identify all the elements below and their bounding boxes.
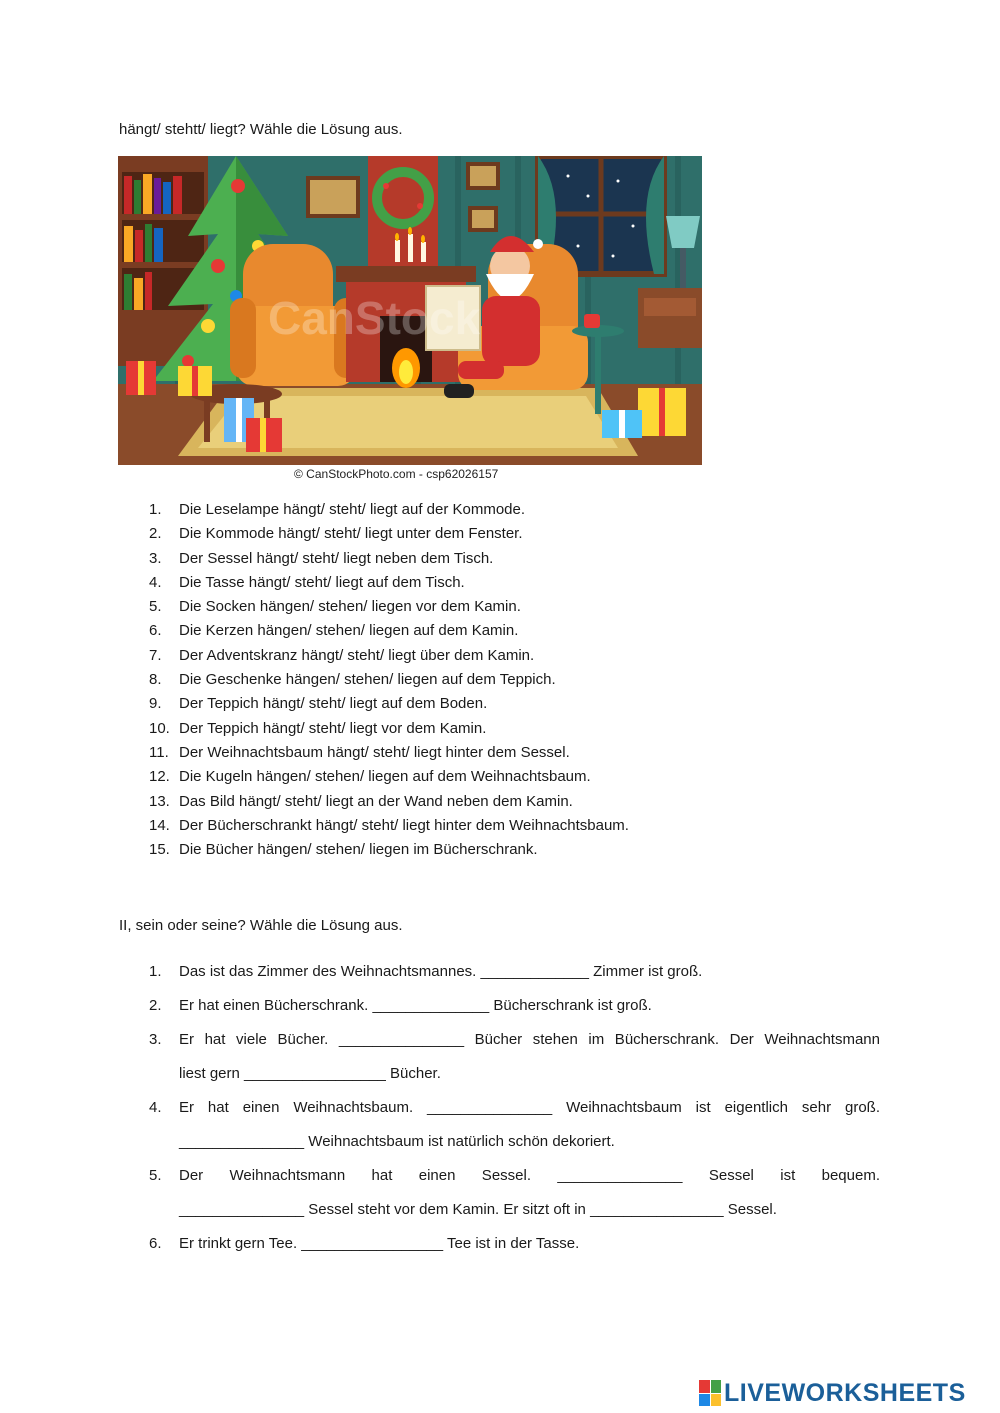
exercise2-item xyxy=(149,1159,880,1227)
exercise1-item xyxy=(149,841,629,865)
exercise1-item xyxy=(149,793,629,817)
exercise2-item xyxy=(149,1227,880,1261)
item-number: 2. xyxy=(149,525,162,543)
exercise2-item xyxy=(149,1023,880,1091)
item-number: 15. xyxy=(149,841,170,859)
item-text: Der Sessel hängt/ steht/ liegt neben dem Tisch. xyxy=(179,549,494,567)
exercise2-item xyxy=(149,989,880,1023)
exercise1-item xyxy=(149,574,629,598)
item-number: 3. xyxy=(149,1031,162,1048)
item-number: 5. xyxy=(149,598,162,616)
item-number: 6. xyxy=(149,622,162,640)
item-text: Der Weihnachtsbaum hängt/ steht/ liegt hinter dem Sessel. xyxy=(179,743,570,761)
exercise1-item xyxy=(149,647,629,671)
exercise1-item xyxy=(149,695,629,719)
item-number: 10. xyxy=(149,719,170,737)
exercise1-item xyxy=(149,525,629,549)
item-line: Der Weihnachtsmann hat einen Sessel. _______________ Sessel ist bequem. xyxy=(179,1167,880,1184)
item-line: Das ist das Zimmer des Weihnachtsmannes. _____________ Zimmer ist groß. xyxy=(179,963,703,980)
item-number: 4. xyxy=(149,573,162,591)
liveworksheets-logo xyxy=(699,1378,966,1408)
exercise2-item xyxy=(149,955,880,989)
item-number: 9. xyxy=(149,695,162,713)
item-text: Die Kugeln hängen/ stehen/ liegen auf dem Weihnachtsbaum. xyxy=(179,768,591,786)
exercise1-item xyxy=(149,598,629,622)
item-text: Die Socken hängen/ stehen/ liegen vor dem Kamin. xyxy=(179,598,521,616)
item-number: 6. xyxy=(149,1235,162,1252)
item-number: 8. xyxy=(149,671,162,689)
exercise1-item xyxy=(149,720,629,744)
item-number: 4. xyxy=(149,1099,162,1116)
item-text: Der Adventskranz hängt/ steht/ liegt über dem Kamin. xyxy=(179,646,535,664)
item-number: 5. xyxy=(149,1167,162,1184)
item-text: Die Kommode hängt/ steht/ liegt unter dem Fenster. xyxy=(179,525,523,543)
item-number: 1. xyxy=(149,963,162,980)
item-text: Die Geschenke hängen/ stehen/ liegen auf dem Teppich. xyxy=(179,671,556,689)
item-line: Er hat viele Bücher. _______________ Bücher stehen im Bücherschrank. Der Weihnachtsmann xyxy=(179,1031,880,1048)
exercise1-item xyxy=(149,817,629,841)
exercise1-item xyxy=(149,768,629,792)
christmas-room-illustration xyxy=(118,156,702,465)
exercise1-item xyxy=(149,622,629,646)
exercise1-list xyxy=(149,501,629,865)
exercise1-item xyxy=(149,744,629,768)
item-number: 3. xyxy=(149,549,162,567)
item-line: _______________ Weihnachtsbaum ist natürlich schön dekoriert. xyxy=(179,1133,615,1150)
item-number: 12. xyxy=(149,768,170,786)
item-number: 13. xyxy=(149,792,170,810)
item-text: Der Teppich hängt/ steht/ liegt auf dem Boden. xyxy=(179,695,488,713)
item-text: Die Leselampe hängt/ steht/ liegt auf der Kommode. xyxy=(179,501,526,518)
exercise1-item xyxy=(149,501,629,525)
item-text: Die Kerzen hängen/ stehen/ liegen auf dem Kamin. xyxy=(179,622,519,640)
item-number: 7. xyxy=(149,646,162,664)
section2-heading: II, sein oder seine? Wähle die Lösung aus. xyxy=(119,917,403,934)
logo-text: LIVEWORKSHEETS xyxy=(724,1378,966,1407)
exercise1-item xyxy=(149,671,629,695)
item-text: Der Teppich hängt/ steht/ liegt vor dem Kamin. xyxy=(179,719,487,737)
exercise2-list xyxy=(149,955,880,1261)
item-line: _______________ Sessel steht vor dem Kamin. Er sitzt oft in ________________ Sessel. xyxy=(179,1201,777,1218)
image-credit: © CanStockPhoto.com - csp62026157 xyxy=(294,467,499,481)
item-line: liest gern _________________ Bücher. xyxy=(179,1065,441,1082)
watermark-text: CanStock xyxy=(268,292,481,344)
logo-badge-icon xyxy=(699,1380,721,1406)
item-text: Die Bücher hängen/ stehen/ liegen im Bücherschrank. xyxy=(179,841,538,859)
item-number: 11. xyxy=(149,743,169,761)
item-line: Er hat einen Weihnachtsbaum. _______________ Weihnachtsbaum ist eigentlich sehr groß. xyxy=(179,1099,880,1116)
item-text: Das Bild hängt/ steht/ liegt an der Wand neben dem Kamin. xyxy=(179,792,573,810)
item-line: Er hat einen Bücherschrank. ______________ Bücherschrank ist groß. xyxy=(179,997,652,1014)
section1-heading: hängt/ stehtt/ liegt? Wähle die Lösung aus. xyxy=(119,121,403,138)
exercise1-item xyxy=(149,550,629,574)
item-text: Die Tasse hängt/ steht/ liegt auf dem Tisch. xyxy=(179,573,465,591)
item-number: 1. xyxy=(149,501,162,518)
item-number: 14. xyxy=(149,816,170,834)
exercise2-item xyxy=(149,1091,880,1159)
item-line: Er trinkt gern Tee. _________________ Tee ist in der Tasse. xyxy=(179,1235,580,1252)
item-number: 2. xyxy=(149,997,162,1014)
item-text: Der Bücherschrankt hängt/ steht/ liegt hinter dem Weihnachtsbaum. xyxy=(179,816,629,834)
